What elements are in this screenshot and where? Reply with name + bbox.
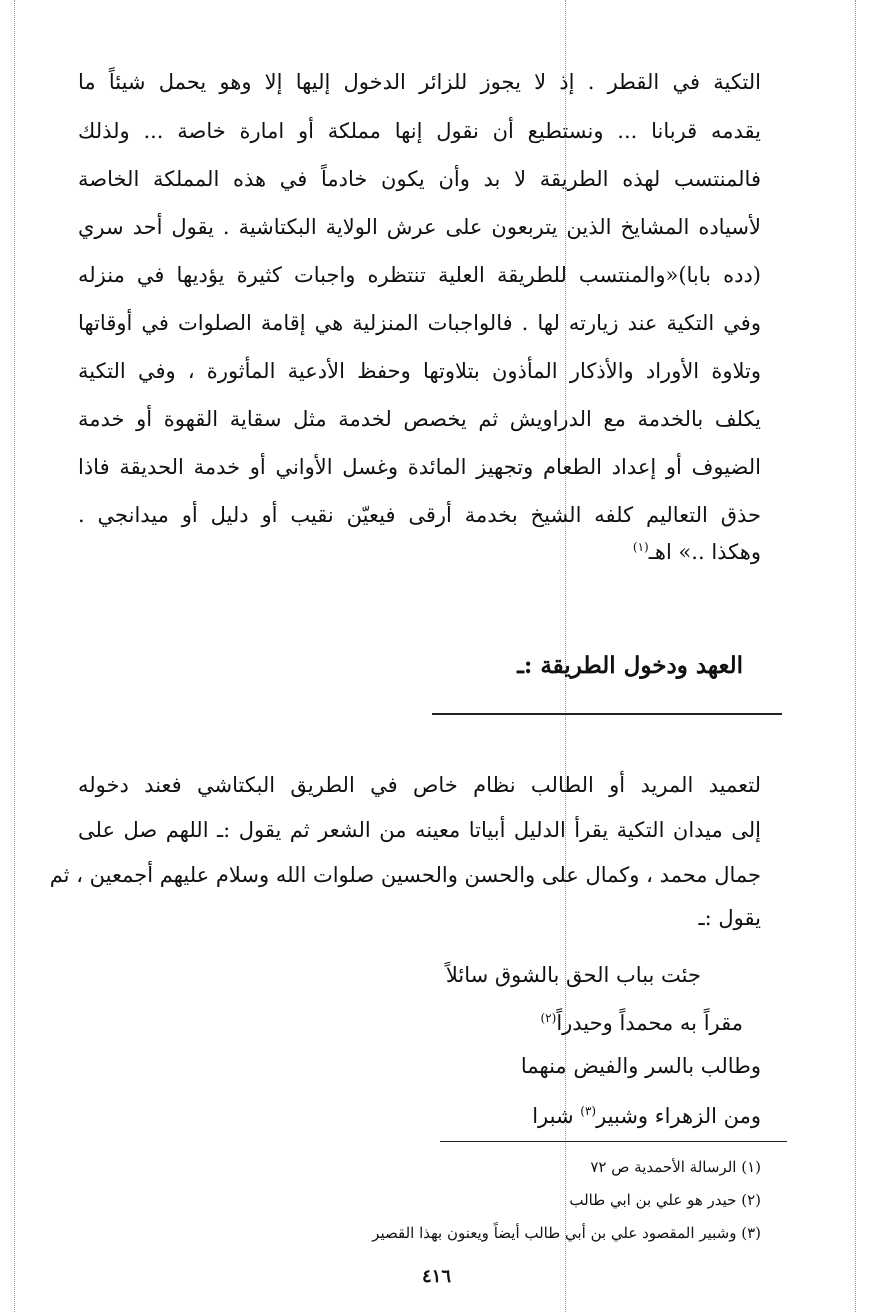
footnote-ref: (٣) <box>580 1104 597 1118</box>
paragraph-last-line <box>78 527 761 567</box>
poem-line-text: مقراً به محمداً وحيدراً <box>556 1011 743 1035</box>
poem-line: وطالب بالسر والفيض منهما <box>520 1054 761 1078</box>
footnote: (١) الرسالة الأحمدية ص ٧٢ <box>590 1158 761 1176</box>
heading-underline <box>432 713 782 715</box>
paragraph-line: وتلاوة الأوراد والأذكار المأذون بتلاوتها وحفظ الأدعية المأثورة ، وفي التكية <box>78 359 761 383</box>
paragraph-line: التكية في القطر . إذ لا يجوز للزائر الدخول إليها إلا وهو يحمل شيئاً ما <box>78 70 761 94</box>
paragraph-line: يكلف بالخدمة مع الدراويش ثم يخصص لخدمة مثل سقاية القهوة أو خدمة <box>78 407 761 431</box>
paragraph-line: إلى ميدان التكية يقرأ الدليل أبياتا معينه من الشعر ثم يقول :ـ اللهم صل على <box>78 818 761 842</box>
paragraph-line: الضيوف أو إعداد الطعام وتجهيز المائدة وغسل الأواني أو خدمة الحديقة فاذا <box>78 455 761 479</box>
page-number: ٤١٦ <box>421 1266 451 1287</box>
paragraph-line: لتعميد المريد أو الطالب نظام خاص في الطريق البكتاشي فعند دخوله <box>78 773 761 797</box>
poem-line-text: شبرا <box>532 1104 581 1128</box>
paragraph-line: وفي التكية عند زيارته لها . فالواجبات المنزلية هي إقامة الصلوات في أوقاتها <box>78 311 761 335</box>
paragraph-line-text: وهكذا ..» اهـ <box>648 540 761 564</box>
section-heading: العهد ودخول الطريقة :ـ <box>517 652 743 679</box>
footnote: (٢) حيدر هو علي بن ابي طالب <box>569 1191 761 1209</box>
footnote-separator <box>440 1141 787 1142</box>
poem-line <box>532 1091 761 1136</box>
footnote: (٣) وشبير المقصود علي بن أبي طالب أيضاً ويعنون بهذا القصير <box>372 1224 761 1242</box>
poem-line: جئت بباب الحق بالشوق سائلاً <box>445 963 701 987</box>
poem-line <box>540 998 743 1043</box>
paragraph-line: (دده بابا)«والمنتسب للطريقة العلية تنتظره واجبات كثيرة يؤديها في منزله <box>78 263 761 287</box>
paragraph-line: فالمنتسب لهذه الطريقة لا بد وأن يكون خادماً في هذه المملكة الخاصة <box>78 167 761 191</box>
scan-fold-line-right <box>855 0 856 1312</box>
paragraph-line: جمال محمد ، وكمال على والحسن والحسين صلوات الله وسلام عليهم أجمعين ، ثم <box>49 863 761 887</box>
paragraph-line: يقدمه قربانا ... ونستطيع أن نقول إنها مملكة أو امارة خاصة ... ولذلك <box>78 119 761 143</box>
poem-line-text: ومن الزهراء وشبير <box>596 1104 761 1128</box>
footnote-ref: (١) <box>632 540 649 554</box>
footnote-ref: (٢) <box>540 1011 557 1025</box>
paragraph-line: لأسياده المشايخ الذين يتربعون على عرش الولاية البكتاشية . يقول أحد سري <box>78 215 761 239</box>
paragraph-line: حذق التعاليم كلفه الشيخ بخدمة أرقى فيعيّن نقيب أو دليل أو ميدانجي . <box>78 503 761 527</box>
scan-fold-line-left <box>14 0 15 1312</box>
paragraph-line: يقول :ـ <box>698 906 761 930</box>
